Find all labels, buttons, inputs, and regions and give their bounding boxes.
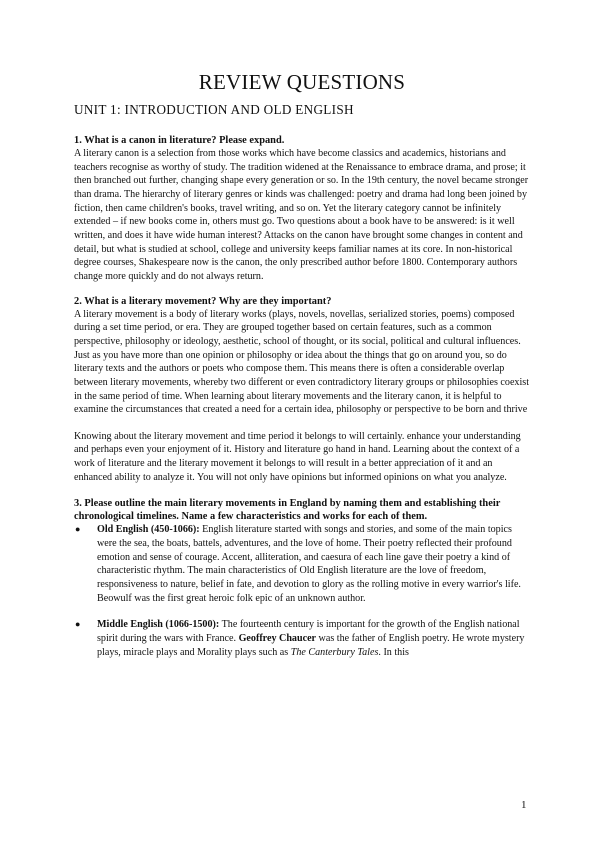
answer-1: A literary canon is a selection from those works which have become classics and academics, historians and teachers recognise as worthy of study. The tradition widened at the Renaissance to embrace drama, and prose; it then branched out further, changing shape every generation or so. In the 19th century, the novel became stronger than drama. The hierarchy of literary genres or kinds was challenged: poetry and drama had long been joined by fiction, then came children's books, travel writing, and so on. Yet the literary category cannot be infinitely extended – if new books come in, others must go. Two questions about a book have to be answered: is it well written, and does it have wide human interest? Attacks on the canon have brought some changes in content and detail, but what is studied at school, college and university keeps familiar names at its core. In non-historical degree courses, Shakespeare now is the canon, the only prescribed author before 1800. Contemporary authors change more quickly and do not always return.: [74, 148, 529, 282]
author-name: Geoffrey Chaucer: [238, 633, 317, 645]
answer-2: A literary movement is a body of literary works (plays, novels, novellas, serialized stories, poems) composed during a set time period, or era. They are grouped together based on certain features, such as a common perspective, philosophy or ideology, aesthetic, school of thought, or its social, political and cultural influences. Just as you have more than one opinion or philosophy or idea about the things that go on around you, so do literary texts and the authors or poets who compose them. This means there is often a considerable overlap between literary movements, whereby two different or even contradictory literary groups or philosophies coexist in the same period of time. When learning about literary movements and the literary canon, it is helpful to examine the circumstances that created a need for a certain idea, philosophy or perspective to be born and thrive: [74, 308, 530, 416]
bullet-icon: ●: [75, 524, 81, 535]
list-item-middle-english: [74, 618, 530, 659]
list-item-text: The fourteenth century is important for the growth of the English national spirit during the wars with France.: [97, 619, 520, 645]
page-title: REVIEW QUESTIONS: [198, 70, 406, 94]
answer-2-continued: Knowing about the literary movement and time period it belongs to will certainly. enhance your understanding and perhaps even your enjoyment of it. History and literature go hand in hand. Learning about the context of a work of literature and the literary movement it belongs to will result in a better appreciation of it and an enhanced ability to analyze it. You will not only have opinions but informed opinions on what you analyze.: [74, 430, 521, 483]
movements-list: [74, 523, 530, 659]
list-item-lead: Middle English (1066-1500):: [97, 619, 220, 631]
list-item-text: . In this: [378, 646, 409, 658]
question-3: 3. Please outline the main literary movements in England by naming them and establishing their chronological timelines. Name a few characteristics and works for each of them.: [74, 498, 501, 523]
document-page: [74, 70, 530, 659]
page-number: 1: [521, 799, 527, 811]
list-item-text: was the father of English poetry. He wrote mystery plays, miracle plays and Morality plays such as: [97, 633, 525, 658]
list-item-old-english: [74, 523, 530, 605]
bullet-icon: ●: [75, 619, 81, 630]
list-item-lead: Old English (450-1066):: [97, 524, 200, 536]
unit-heading: UNIT 1: INTRODUCTION AND OLD ENGLISH: [74, 102, 354, 117]
work-title: The Canterbury Tales: [290, 646, 379, 658]
question-1: 1. What is a canon in literature? Please expand.: [74, 135, 285, 146]
list-item-text: English literature started with songs and stories, and some of the main topics were the sea, the boats, battels, adventures, and the love of home. Their poetry reflected their profound emotion and sense of courage. Accent, alliteration, and caesura of each line gave their poetry a kind of characteristic rhythm. The main characteristics of Old English literature are the love of freedom, responsiveness to nature, belief in fate, and devotion to glory as the rolling motive in every warrior's life. Beowulf was the first great heroic folk epic of an unknown author.: [97, 524, 521, 604]
question-2: 2. What is a literary movement? Why are they important?: [74, 295, 332, 307]
